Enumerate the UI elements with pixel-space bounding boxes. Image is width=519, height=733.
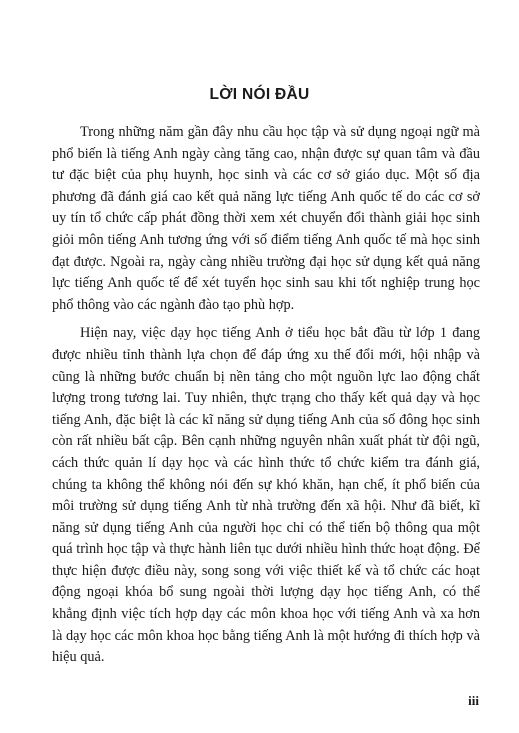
body-text — [52, 122, 480, 669]
paragraph-2: Hiện nay, việc dạy học tiếng Anh ở tiểu học bắt đầu từ lớp 1 đang được nhiều tỉnh thành lựa chọn để đáp ứng xu thế đổi mới, hội nhập và cũng là những bước chuẩn bị nền tảng cho một nguồn lực lao động chất lượng trong tương lai. Tuy nhiên, thực trạng cho thấy kết quả dạy và học tiếng Anh, đặc biệt là các kĩ năng sử dụng tiếng Anh của số đông học sinh còn rất nhiều bất cập. Bên cạnh những nguyên nhân xuất phát từ đội ngũ, cách thức quản lí dạy học và các hình thức tổ chức kiểm tra đánh giá, chúng ta không thể không nói đến sự khó khăn, hạn chế, ít phổ biến của môi trường sử dụng tiếng Anh từ nhà trường đến xã hội. Như đã biết, kĩ năng sử dụng tiếng Anh của người học chỉ có thể tiến bộ thông qua một quá trình học tập và thực hành liên tục dưới nhiều hình thức hoạt động. Để thực hiện được điều này, song song với việc thiết kế và tổ chức các hoạt động ngoại khóa bổ sung ngoài thời lượng dạy học tiếng Anh, có thể khẳng định việc tích hợp dạy các môn khoa học với tiếng Anh và xa hơn là dạy học các môn khoa học bằng tiếng Anh là một hướng đi thích hợp và hiệu quả. — [52, 325, 480, 666]
paragraph-1: Trong những năm gần đây nhu cầu học tập và sử dụng ngoại ngữ mà phổ biến là tiếng Anh ngày càng tăng cao, nhận được sự quan tâm và đầu tư đặc biệt của phụ huynh, học sinh và các cơ sở giáo dục. Một số địa phương đã đánh giá cao kết quả năng lực tiếng Anh quốc tế do các cơ sở uy tín tổ chức cấp phát đồng thời xem xét chuyển đổi thành giải học sinh giỏi môn tiếng Anh tương ứng với số điểm tiếng Anh quốc tế mà học sinh đạt được. Ngoài ra, ngày càng nhiều trường đại học sử dụng kết quả năng lực tiếng Anh quốc tế để xét tuyển học sinh sau khi tốt nghiệp trung học phổ thông vào các ngành đào tạo phù hợp. — [52, 124, 480, 313]
page-number: iii — [468, 693, 479, 708]
page-title: LỜI NÓI ĐẦU — [209, 86, 310, 103]
